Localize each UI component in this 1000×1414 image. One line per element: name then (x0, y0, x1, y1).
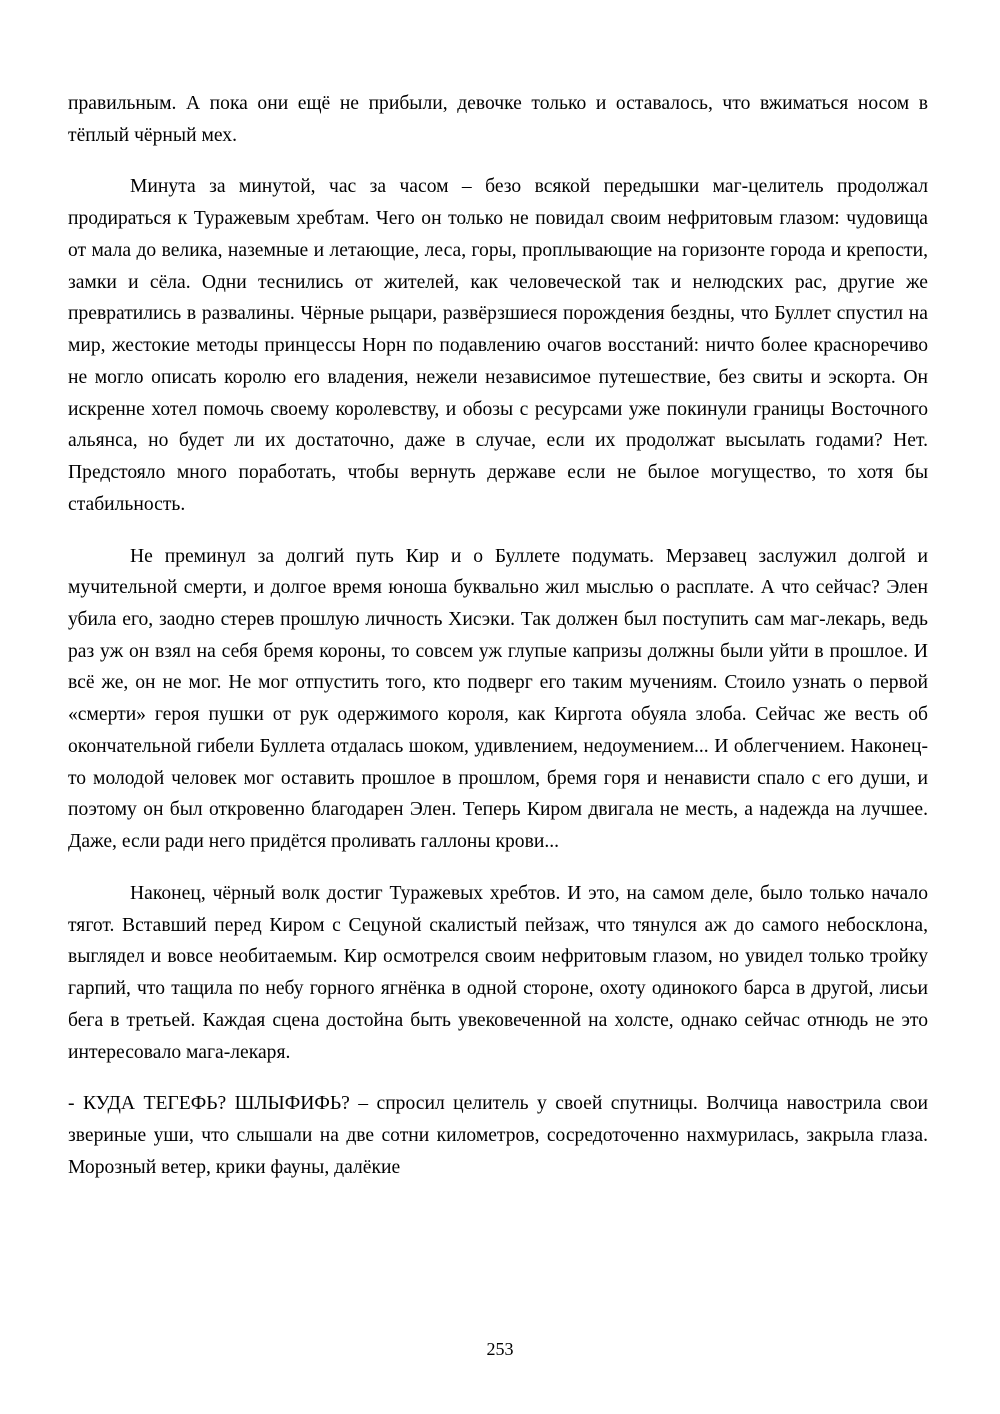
paragraph-5: - КУДА ТЕГЕФЬ? ШЛЫФИФЬ? – спросил целитель у своей спутницы. Волчица навострила свои звериные уши, что слышали на две сотни километров, сосредоточенно нахмурилась, закрыла глаза. Морозный ветер, крики фауны, далёкие (68, 1093, 928, 1178)
paragraph-3: Не преминул за долгий путь Кир и о Буллете подумать. Мерзавец заслужил долгой и мучительной смерти, и долгое время юноша буквально жил мыслью о расплате. А что сейчас? Элен убила его, заодно стерев прошлую личность Хисэки. Так должен был поступить сам маг-лекарь, ведь раз уж он взял на себя бремя короны, то совсем уж глупые капризы должны были уйти в прошлое. И всё же, он не мог. Не мог отпустить того, кто подверг его таким мучениям. Стоило узнать о первой «смерти» героя пушки от рук одержимого короля, как Киргота обуяла злоба. Сейчас же весть об окончательной гибели Буллета отдалась шоком, удивлением, недоумением... И облегчением. Наконец-то молодой человек мог оставить прошлое в прошлом, бремя горя и ненависти спало с его души, и поэтому он был откровенно благодарен Элен. Теперь Киром двигала не месть, а надежда на лучшее. Даже, если ради него придётся проливать галлоны крови... (68, 545, 928, 853)
paragraph-1: правильным. А пока они ещё не прибыли, девочке только и оставалось, что вжиматься носом в тёплый чёрный мех. (68, 93, 928, 146)
paragraph-2: Минута за минутой, час за часом – безо всякой передышки маг-целитель продолжал продираться к Туражевым хребтам. Чего он только не повидал своим нефритовым глазом: чудовища от мала до велика, наземные и летающие, леса, горы, проплывающие на горизонте города и крепости, замки и сёла. Одни теснились от жителей, как человеческой так и нелюдских рас, другие же превратились в развалины. Чёрные рыцари, развёрзшиеся порождения бездны, что Буллет спустил на мир, жестокие методы принцессы Норн по подавлению очагов восстаний: ничто более красноречиво не могло описать королю его владения, нежели независимое путешествие, без свиты и эскорта. Он искренне хотел помочь своему королевству, и обозы с ресурсами уже покинули границы Восточного альянса, но будет ли их достаточно, даже в случае, если их продолжат высылать годами? Нет. Предстояло много поработать, чтобы вернуть державе если не былое могущество, то хотя бы стабильность. (68, 176, 928, 515)
paragraph-4: Наконец, чёрный волк достиг Туражевых хребтов. И это, на самом деле, было только начало тягот. Вставший перед Киром с Сецуной скалистый пейзаж, что тянулся аж до самого небосклона, выглядел и вовсе необитаемым. Кир осмотрелся своим нефритовым глазом, но увидел только тройку гарпий, что тащила по небу горного ягнёнка в одной стороне, охоту одинокого барса в другой, лисьи бега в третьей. Каждая сцена достойна быть увековеченной на холсте, однако сейчас отнюдь не это интересовало мага-лекаря. (68, 882, 928, 1063)
page-number: 253 (486, 1339, 514, 1359)
page-body (68, 88, 928, 1184)
